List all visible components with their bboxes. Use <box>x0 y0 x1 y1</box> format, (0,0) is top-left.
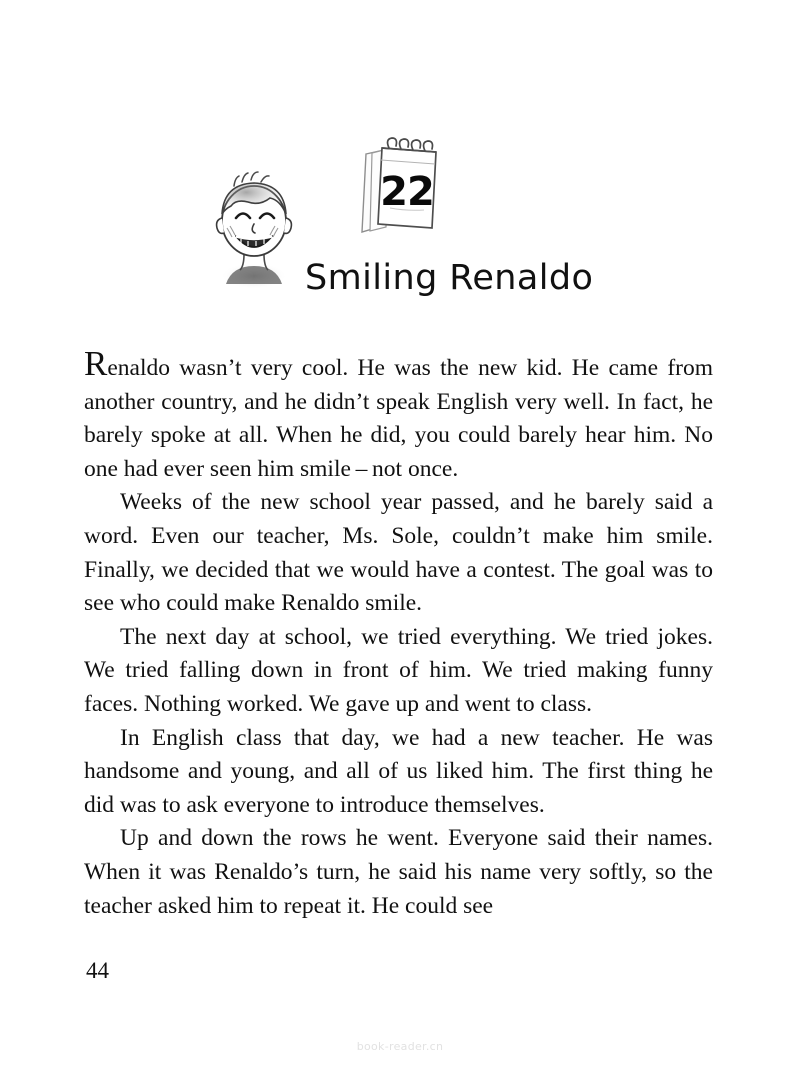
paragraph: Up and down the rows he went. Everyone said their names. When it was Renaldo’s turn, he said his name very softly, so the teacher asked him to repeat it. He could see <box>84 825 713 919</box>
flip-calendar-icon <box>344 128 456 246</box>
chapter-body <box>84 344 713 923</box>
paragraph: In English class that day, we had a new teacher. He was handsome and young, and all of us liked him. The first thing he did was to ask everyone to introduce themselves. <box>84 724 713 818</box>
paragraph: Renaldo wasn’t very cool. He was the new kid. He came from another country, and he didn’t speak English very well. In fact, he barely spoke at all. When he did, you could barely hear him. No one had ever seen him smile – not once. <box>84 344 713 482</box>
paragraph: Weeks of the new school year passed, and he barely said a word. Even our teacher, Ms. Sole, couldn’t make him smile. Finally, we decided that we would have a contest. The goal was to see who could make Renaldo smile. <box>84 489 713 617</box>
chapter-header <box>0 118 800 318</box>
page-number: 44 <box>86 958 109 983</box>
paragraph: The next day at school, we tried everything. We tried jokes. We tried falling down in front of him. We tried making funny faces. Nothing worked. We gave up and went to class. <box>84 623 713 717</box>
chapter-title: Smiling Renaldo <box>305 258 594 298</box>
site-watermark: book-reader.cn <box>356 1040 444 1053</box>
chapter-number: 22 <box>380 169 434 215</box>
smiling-boy-icon <box>196 166 312 288</box>
